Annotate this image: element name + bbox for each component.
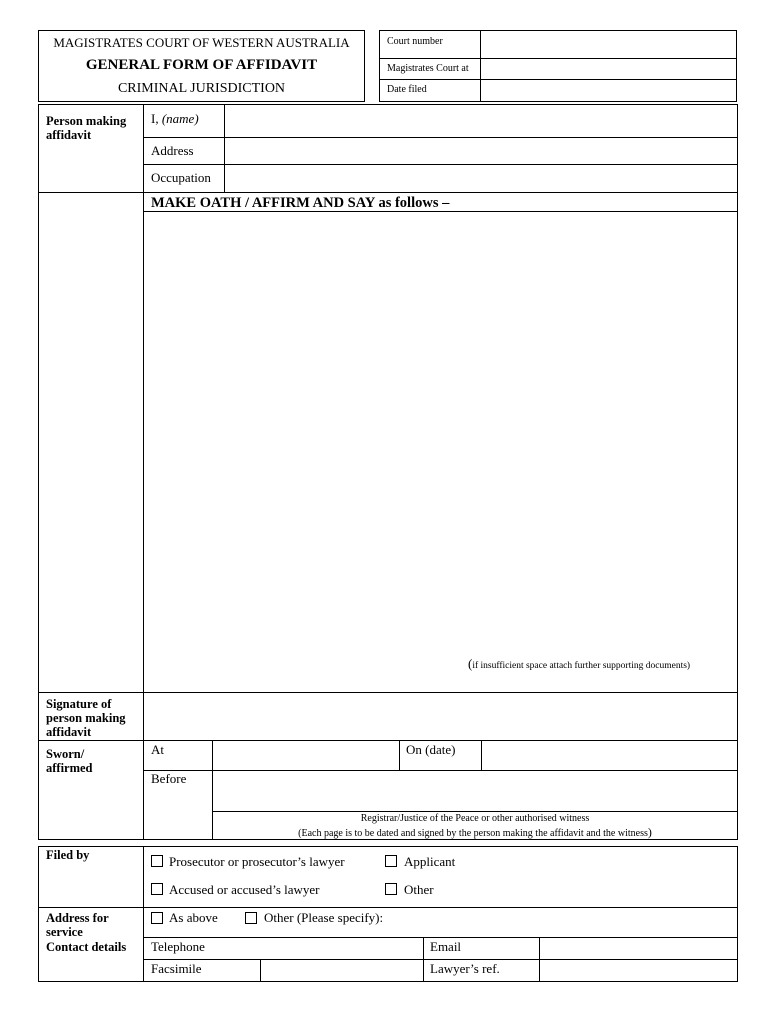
- form-title: GENERAL FORM OF AFFIDAVIT: [85, 57, 318, 73]
- sworn-affirmed-label: Sworn/ affirmed: [46, 747, 93, 775]
- at-label: At: [151, 742, 164, 757]
- court-number-label: Court number: [387, 36, 443, 47]
- court-number-field[interactable]: [481, 31, 736, 58]
- date-filed-field[interactable]: [481, 80, 736, 101]
- signature-label: Signature of person making affidavit: [46, 697, 126, 739]
- name-hint: (name): [161, 111, 199, 126]
- as-above-label: As above: [169, 910, 218, 925]
- other-address-checkbox[interactable]: [245, 912, 257, 924]
- accused-option-label: Accused or accused’s lawyer: [169, 882, 320, 897]
- other-address-field[interactable]: [390, 909, 737, 936]
- signature-field[interactable]: [144, 693, 737, 740]
- magistrates-court-at-field[interactable]: [481, 59, 736, 79]
- sworn-date-field[interactable]: [482, 741, 737, 770]
- witness-signature-field[interactable]: [213, 771, 737, 811]
- statement-area[interactable]: [144, 212, 737, 692]
- sworn-at-field[interactable]: [213, 741, 399, 770]
- oath-heading: MAKE OATH / AFFIRM AND SAY as follows –: [151, 195, 450, 211]
- facsimile-label: Facsimile: [151, 961, 202, 976]
- filed-by-label: Filed by: [46, 848, 90, 862]
- facsimile-field[interactable]: [261, 960, 422, 981]
- email-field[interactable]: [540, 938, 737, 959]
- accused-checkbox[interactable]: [151, 883, 163, 895]
- witness-caption: Registrar/Justice of the Peace or other authorised witness: [360, 813, 590, 824]
- applicant-option-label: Applicant: [404, 854, 456, 869]
- address-for-service-label: Address for service: [46, 911, 109, 939]
- prosecutor-option-label: Prosecutor or prosecutor’s lawyer: [169, 854, 345, 869]
- other-filer-checkbox[interactable]: [385, 883, 397, 895]
- magistrates-court-at-label: Magistrates Court at: [387, 63, 469, 74]
- occupation-field[interactable]: [225, 165, 737, 192]
- contact-details-label: Contact details: [46, 940, 127, 954]
- telephone-field[interactable]: [260, 938, 422, 959]
- jurisdiction-title: CRIMINAL JURISDICTION: [117, 81, 286, 96]
- as-above-checkbox[interactable]: [151, 912, 163, 924]
- address-label: Address: [151, 143, 194, 158]
- applicant-checkbox[interactable]: [385, 855, 397, 867]
- other-filer-option-label: Other: [404, 882, 434, 897]
- date-filed-label: Date filed: [387, 84, 427, 95]
- email-label: Email: [430, 939, 462, 954]
- lawyers-ref-label: Lawyer’s ref.: [430, 961, 500, 976]
- witness-instruction: (Each page is to be dated and signed by the person making the affidavit and the witness): [298, 825, 652, 839]
- occupation-label: Occupation: [151, 170, 211, 185]
- court-name: MAGISTRATES COURT OF WESTERN AUSTRALIA: [53, 35, 350, 50]
- telephone-label: Telephone: [151, 939, 205, 954]
- lawyers-ref-field[interactable]: [540, 960, 737, 981]
- person-making-affidavit-label: Person making affidavit: [46, 114, 127, 142]
- name-label: I, (name): [151, 111, 199, 126]
- prosecutor-checkbox[interactable]: [151, 855, 163, 867]
- other-address-label: Other (Please specify):: [264, 910, 384, 925]
- name-field[interactable]: [225, 105, 737, 137]
- before-label: Before: [151, 771, 187, 786]
- insufficient-space-note: (if insufficient space attach further supporting documents): [468, 656, 691, 671]
- on-date-label: On (date): [406, 742, 456, 757]
- address-field[interactable]: [225, 138, 737, 164]
